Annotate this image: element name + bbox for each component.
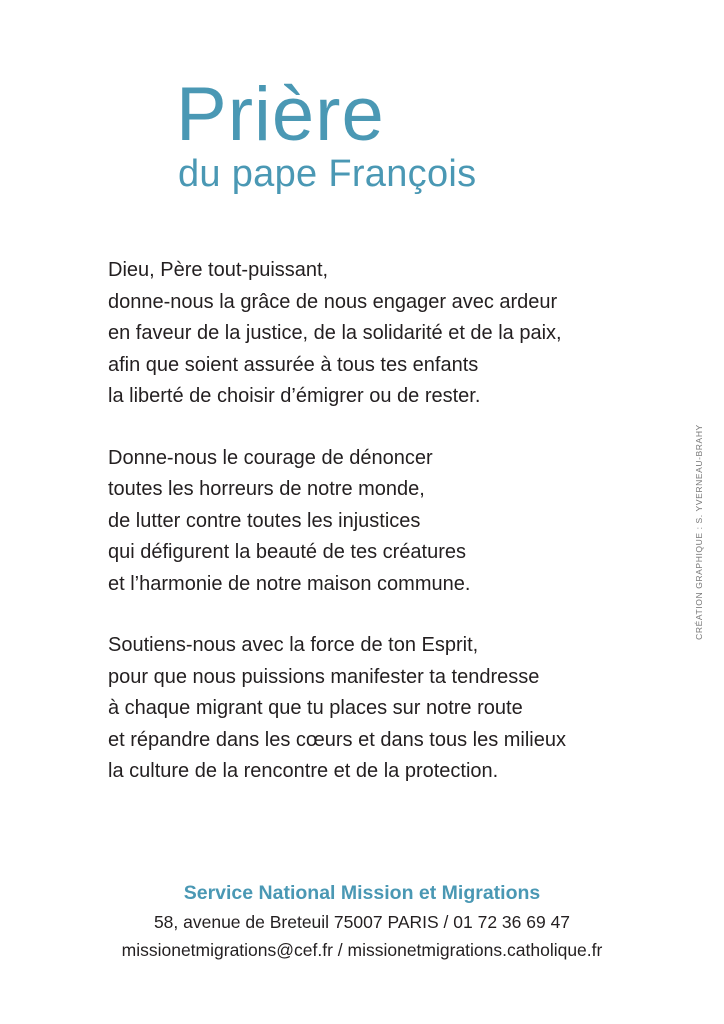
postal-address: 58, avenue de Breteuil 75007 PARIS / 01 72 36 69 47 bbox=[153, 912, 571, 932]
prayer-line: de lutter contre toutes les injustices bbox=[108, 509, 421, 532]
stanza-3 bbox=[108, 630, 668, 788]
page-title: Prière bbox=[176, 72, 385, 157]
stanza-2 bbox=[108, 443, 668, 601]
prayer-line: et l’harmonie de notre maison commune. bbox=[108, 572, 471, 595]
prayer-line: afin que soient assurée à tous tes enfants bbox=[108, 353, 479, 376]
prayer-line: Donne-nous le courage de dénoncer bbox=[108, 446, 433, 469]
prayer-text bbox=[108, 255, 668, 818]
prayer-line: la liberté de choisir d’émigrer ou de rester. bbox=[108, 385, 481, 407]
prayer-line: qui défigurent la beauté de tes créatures bbox=[108, 541, 467, 563]
stanza-1 bbox=[108, 255, 668, 413]
graphic-design-credit: CRÉATION GRAPHIQUE : S. YVERNEAU-BRAHY bbox=[694, 424, 704, 640]
prayer-line: donne-nous la grâce de nous engager avec ardeur bbox=[108, 290, 558, 313]
contact-links: missionetmigrations@cef.fr / missionetmigrations.catholique.fr bbox=[121, 940, 603, 960]
prayer-line: et répandre dans les cœurs et dans tous les milieux bbox=[108, 728, 566, 751]
prayer-line: à chaque migrant que tu places sur notre route bbox=[108, 697, 523, 719]
prayer-line: Soutiens-nous avec la force de ton Esprit, bbox=[108, 634, 479, 656]
prayer-line: la culture de la rencontre et de la protection. bbox=[108, 760, 499, 782]
footer bbox=[0, 878, 724, 964]
page-subtitle: du pape François bbox=[178, 153, 477, 195]
prayer-line: pour que nous puissions manifester ta tendresse bbox=[108, 665, 540, 688]
prayer-line: Dieu, Père tout-puissant, bbox=[108, 259, 329, 281]
prayer-line: toutes les horreurs de notre monde, bbox=[108, 478, 425, 500]
organization-name: Service National Mission et Migrations bbox=[183, 882, 541, 904]
prayer-line: en faveur de la justice, de la solidarité et de la paix, bbox=[108, 322, 562, 344]
